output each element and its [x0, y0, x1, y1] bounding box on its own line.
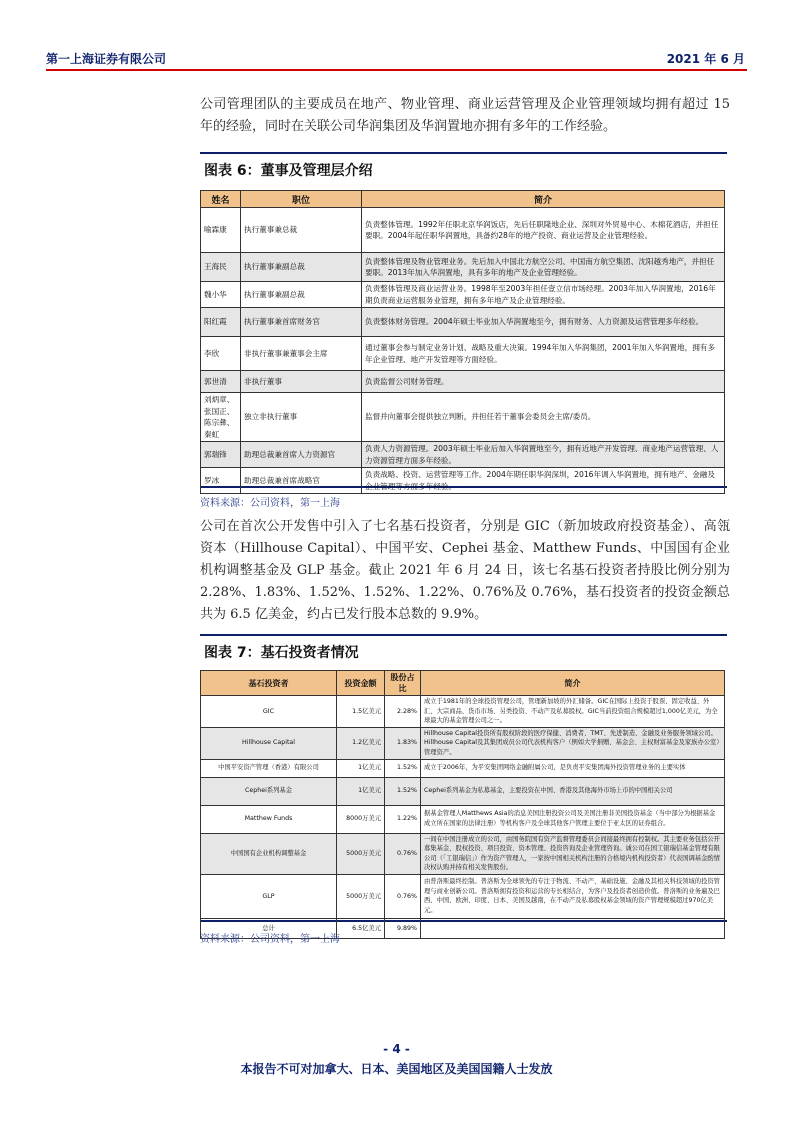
management-table — [200, 190, 725, 494]
share-percentage: 1.52% — [385, 777, 421, 805]
table-header-row — [201, 671, 725, 696]
investor-name: Matthew Funds — [201, 805, 337, 833]
distribution-disclaimer: 本报告不可对加拿大、日本、美国地区及美国国籍人士发放 — [240, 1062, 553, 1076]
table-row — [201, 253, 725, 282]
investor-intro: Cephei系列基金为私募基金，主要投资在中国、香港及其他海外市场上市的中国相关公司 — [421, 777, 725, 805]
table-row — [201, 777, 725, 805]
header-company: 第一上海证券有限公司 — [46, 52, 167, 66]
col-header-position: 职位 — [241, 191, 362, 208]
investor-intro: Hillhouse Capital投资所有股权阶段的医疗保健、消费者、TMT、先进制造、金融及业务服务领域公司。Hillhouse Capital及其集团成员公司代表机构客户（例如大学捐赠、基金会、主权财富基金及家族办公室）管理资产。 — [421, 727, 725, 759]
table-row — [201, 308, 725, 337]
investor-name: 中国国有企业机构调整基金 — [201, 833, 337, 874]
col-header-amount: 投资金额 — [337, 671, 385, 696]
member-name: 郭世清 — [201, 371, 241, 393]
table-row — [201, 805, 725, 833]
member-bio: 负责整体管理及物业管理业务。先后加入中国北方航空公司、中国南方航空集团、沈阳越秀地产，并担任要职。2013年加入华润置地，具有多年的地产及企业管理经验。 — [362, 253, 725, 282]
member-position: 独立非执行董事 — [241, 393, 362, 442]
table-row — [201, 874, 725, 918]
table-row — [201, 442, 725, 468]
share-percentage: 1.52% — [385, 759, 421, 777]
header-divider — [46, 69, 747, 71]
investment-amount: 1亿美元 — [337, 777, 385, 805]
member-bio: 负责战略、投资、运营管理等工作。2004年期任职华润深圳，2016年调入华润置地，拥有地产、金融及企业管理等方面多年经验。 — [362, 468, 725, 494]
col-header-investor: 基石投资者 — [201, 671, 337, 696]
member-name: 魏小华 — [201, 282, 241, 308]
figure7-top-rule — [200, 634, 727, 636]
cornerstone-investor-table — [200, 670, 725, 939]
investor-intro: 据基金管理人Matthews Asia的消息美国注册投资公司及美国注册非美国投资基金（当中部分为根据基金成立所在国家的法律注册）等机构客户及全球其他客户管理主要位于亚太区的证券组合。 — [421, 805, 725, 833]
investor-intro: 成立于2006年，为平安集团网络金融附属公司，是负责平安集团海外投资管理业务的主要实体 — [421, 759, 725, 777]
table-row — [201, 833, 725, 874]
member-bio: 负责整体财务管理。2004年硕士毕业加入华润置地至今，拥有财务、人力资源及运营管理多年经验。 — [362, 308, 725, 337]
investment-amount: 1.2亿美元 — [337, 727, 385, 759]
figure6-source: 资料来源：公司资料，第一上海 — [200, 498, 340, 509]
member-name: 王海民 — [201, 253, 241, 282]
figure7-title: 图表 7：基石投资者情况 — [204, 645, 359, 661]
col-header-name: 姓名 — [201, 191, 241, 208]
figure6-top-rule — [200, 152, 727, 154]
col-header-bio: 简介 — [362, 191, 725, 208]
member-name: 喻霖康 — [201, 208, 241, 253]
investment-amount: 6.5亿美元 — [337, 918, 385, 938]
table-row — [201, 371, 725, 393]
member-name: 阳红霞 — [201, 308, 241, 337]
investor-name: 中国平安资产管理（香港）有限公司 — [201, 759, 337, 777]
header-date: 2021 年 6 月 — [666, 52, 745, 66]
table-row — [201, 208, 725, 253]
investor-name: GIC — [201, 696, 337, 728]
member-position: 执行董事兼首席财务官 — [241, 308, 362, 337]
col-header-intro: 简介 — [421, 671, 725, 696]
share-percentage: 1.22% — [385, 805, 421, 833]
investment-amount: 8000万美元 — [337, 805, 385, 833]
member-position: 执行董事兼总裁 — [241, 208, 362, 253]
table-row — [201, 468, 725, 494]
member-position: 助理总裁兼首席人力资源官 — [241, 442, 362, 468]
investor-intro: 由普洛斯最终控制。普洛斯为全球领先的专注于物流、不动产、基础设施、金融及其相关科技领域的投资管理与商业创新公司。普洛斯拥有投资和运营的专长相结合，为客户及投资者创造价值。普洛斯的业务遍及巴西、中国、欧洲、印度、日本、美国及越南，在不动产及私募股权基金领域的资产管理规模超过970亿美元。 — [421, 874, 725, 918]
member-position: 非执行董事兼董事会主席 — [241, 337, 362, 371]
member-bio: 监督并向董事会提供独立判断，并担任若干董事会委员会主席/委员。 — [362, 393, 725, 442]
share-percentage: 9.89% — [385, 918, 421, 938]
table-row — [201, 759, 725, 777]
share-percentage: 0.76% — [385, 833, 421, 874]
member-bio: 负责监督公司财务管理。 — [362, 371, 725, 393]
investment-amount: 1.5亿美元 — [337, 696, 385, 728]
investor-name: Hillhouse Capital — [201, 727, 337, 759]
share-percentage: 2.28% — [385, 696, 421, 728]
member-bio: 负责整体管理及商业运营业务。1998年至2003年担任壹立信市场经理。2003年加入华润置地，2016年期负责商业运营服务业管理，拥有多年地产及企业管理经验。 — [362, 282, 725, 308]
member-bio: 负责整体管理。1992年任职北京华润饭店，先后任职隆地企业、深圳对外贸易中心、木棉花酒店，并担任要职。2004年起任职华润置地，具备约28年的地产投资、商业运营及企业管理经验。 — [362, 208, 725, 253]
member-position: 执行董事兼副总裁 — [241, 282, 362, 308]
share-percentage: 0.76% — [385, 874, 421, 918]
table-row — [201, 727, 725, 759]
member-position: 助理总裁兼首席战略官 — [241, 468, 362, 494]
investor-name: 总计 — [201, 918, 337, 938]
share-percentage: 1.83% — [385, 727, 421, 759]
table-row — [201, 393, 725, 442]
member-position: 非执行董事 — [241, 371, 362, 393]
member-name: 罗冰 — [201, 468, 241, 494]
page-number: - 4 - — [383, 1042, 410, 1056]
intro-paragraph: 公司管理团队的主要成员在地产、物业管理、商业运营管理及企业管理领域均拥有超过 15 年的经验，同时在关联公司华润集团及华润置地亦拥有多年的工作经验。 — [200, 97, 730, 134]
investor-intro: 成立于1981年的全球投资管理公司，管理新加坡的外汇储备。GIC在国际上投资于股票、固定收益、外汇、大宗商品、货币市场、另类投资、不动产及私募股权。GIC当前投资组合规模超过1,000亿美元，为全球最大的基金管理公司之一。 — [421, 696, 725, 728]
table-row — [201, 282, 725, 308]
member-name: 李欣 — [201, 337, 241, 371]
investor-intro: 一间在中国注册成立的公司，由国务院国有资产监督管理委员会间接最终拥有控制权。其主要业务包括公开募集基金、股权投资、项目投资、资本管理、投资咨询及企业管理咨询。诚公司在国工银瑞信基金管理有限公司（「工银瑞信」）作为资产管理人，一家按中国相关机构注册的合格境内机构投资者）代表国调基金酌情决权认购并持有相关发售股份。 — [421, 833, 725, 874]
member-name: 刘炳章、张国正、陈宗彝、秦虹 — [201, 393, 241, 442]
investor-name: GLP — [201, 874, 337, 918]
investment-amount: 1亿美元 — [337, 759, 385, 777]
member-bio: 负责人力资源管理。2003年硕士毕业后加入华润置地至今，拥有近地产开发管理、商业地产运营管理、人力资源管理方面多年经验。 — [362, 442, 725, 468]
investor-name: Cephei系列基金 — [201, 777, 337, 805]
col-header-share: 股份占比 — [385, 671, 421, 696]
member-name: 郭瑞锋 — [201, 442, 241, 468]
investor-intro — [421, 918, 725, 938]
figure7-source: 资料来源：公司资料，第一上海 — [200, 934, 340, 945]
investment-amount: 5000万美元 — [337, 833, 385, 874]
table-row — [201, 696, 725, 728]
investment-amount: 5000万美元 — [337, 874, 385, 918]
table-header-row — [201, 191, 725, 208]
member-bio: 通过董事会参与制定业务计划、战略及重大决策。1994年加入华润集团，2001年加入华润置地，拥有多年企业管理、地产开发管理等方面经验。 — [362, 337, 725, 371]
member-position: 执行董事兼副总裁 — [241, 253, 362, 282]
ipo-paragraph: 公司在首次公开发售中引入了七名基石投资者，分别是 GIC（新加坡政府投资基金）、高瓴资本（Hillhouse Capital）、中国平安、Cephei 基金、Matthew Funds、中国国有企业机构调整基金及 GLP 基金。截止 2021 年 6 月 24 日，该七名基石投资者持股比例分别为 2.28%、1.83%、1.52%、1.52%、1.22%、0.76%及 0.76%，基石投资者的投资金额总共为 6.5 亿美金，约占已发行股本总数的 9.9%。 — [200, 519, 730, 622]
table-row — [201, 337, 725, 371]
figure6-title: 图表 6：董事及管理层介绍 — [204, 163, 373, 179]
